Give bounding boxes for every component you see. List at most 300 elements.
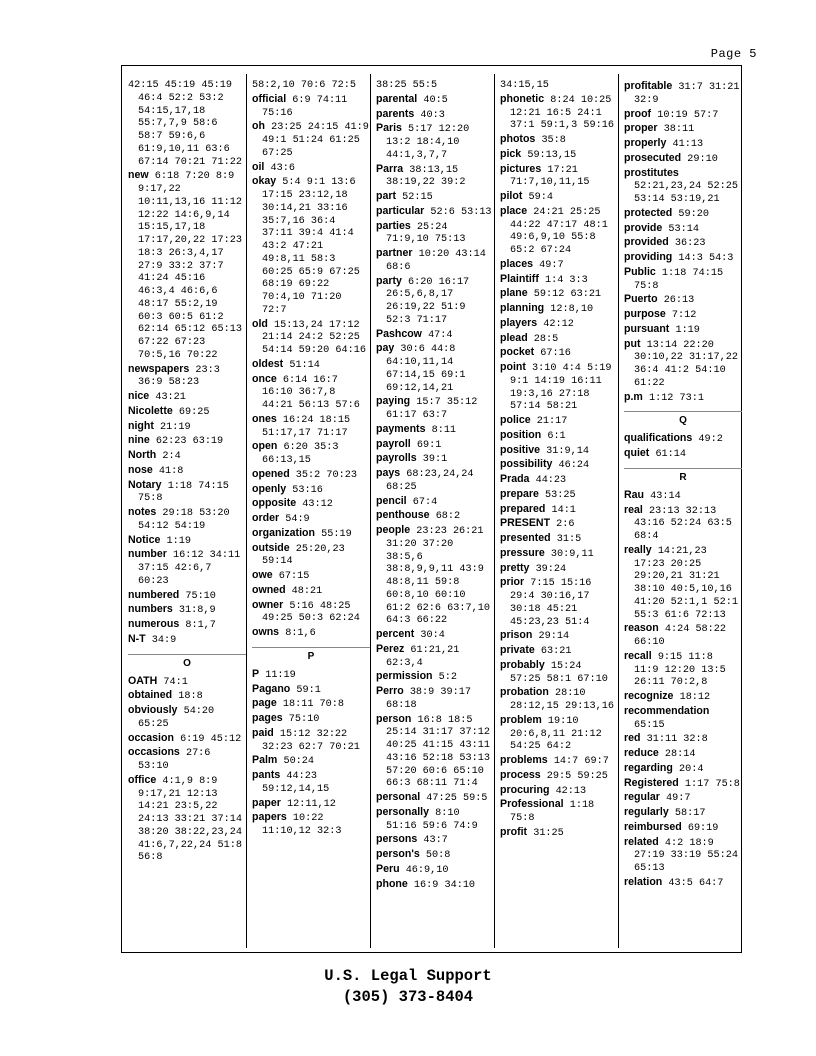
index-references: 38:11 (663, 124, 695, 136)
index-entry (128, 675, 246, 690)
index-entry (624, 391, 742, 406)
index-references: 8:11 (431, 424, 457, 436)
index-term: payrolls (376, 452, 417, 465)
index-references: 27:6 53:10 (138, 748, 211, 772)
index-references: 1:18 74:15 75:8 (634, 267, 724, 292)
index-entry (376, 878, 494, 893)
index-references: 41:8 (158, 465, 184, 477)
index-term: party (376, 274, 402, 287)
section-letter-p: P (252, 647, 370, 664)
index-references: 2:4 (162, 451, 181, 462)
index-entry (500, 714, 618, 754)
index-term: penthouse (376, 509, 430, 522)
index-entry (376, 93, 494, 108)
index-references: 6:18 7:20 8:9 9:17,22 10:11,13,16 11:12 12:22 14:6,9,14 15:15,17,18 17:17,20,22 17:23 18:3 26:3,4,17 27:9 33:2 37:7 41:24 45:16 46:3,4 46:6,6 48:17 55:2,19 60:3 60:5 61:2 62:14 65:12 65:13 67:22 67:23 70:5,16 70:22 (138, 171, 242, 361)
index-references: 1:18 75:8 (510, 800, 595, 824)
section-letter-q: Q (624, 411, 742, 428)
index-references: 34:9 (151, 634, 177, 646)
index-references: 46:24 (558, 460, 590, 472)
index-entry (252, 483, 370, 498)
index-references: 35:8 (541, 135, 566, 146)
index-entry (252, 599, 370, 627)
index-entry (624, 836, 742, 876)
index-references: 16:9 34:10 (413, 879, 476, 891)
index-references: 12:11,12 (286, 798, 336, 810)
index-references: 6:20 16:17 26:5,6,8,17 26:19,22 51:9 52:3 71:17 (386, 276, 470, 326)
index-entry (624, 544, 742, 623)
index-references: 16:24 18:15 51:17,17 71:17 (262, 414, 351, 439)
index-entry (252, 93, 370, 121)
index-term: Registered (624, 776, 679, 789)
index-references: 19:10 20:6,8,11 21:12 54:25 64:2 (510, 715, 602, 753)
index-term: prior (500, 576, 525, 589)
index-term: Public (624, 265, 656, 278)
index-entry (376, 863, 494, 878)
index-entry (252, 797, 370, 812)
index-entry (624, 747, 742, 762)
index-term: percent (376, 628, 415, 640)
index-references: 59:1 (296, 684, 321, 696)
index-entry (128, 689, 246, 704)
index-term: pencil (376, 494, 407, 507)
index-term: parental (376, 92, 418, 105)
index-references: 11:19 (265, 669, 296, 681)
index-entry (376, 190, 494, 205)
index-references: 40:3 (420, 109, 445, 121)
index-term: phone (376, 877, 408, 890)
index-references: 41:13 (672, 139, 704, 150)
index-references: 2:6 (556, 519, 575, 531)
index-term: plane (500, 287, 528, 300)
index-term: Perez (376, 642, 405, 655)
column-divider (618, 74, 619, 948)
index-entry (128, 603, 246, 618)
index-entry (500, 784, 618, 799)
index-references: 8:1,6 (285, 628, 316, 639)
index-term: ones (252, 412, 277, 425)
index-term: Prada (500, 473, 530, 485)
index-term: phonetic (500, 92, 545, 105)
index-entry (624, 777, 742, 792)
index-references: 24:21 25:25 44:22 47:17 48:1 49:6,9,10 55:8 65:2 67:24 (510, 206, 608, 256)
index-entry (624, 236, 742, 251)
index-entry (500, 503, 618, 518)
index-entry (500, 302, 618, 317)
index-references: 75:10 (288, 714, 320, 725)
index-entry (624, 338, 742, 391)
index-entry (624, 690, 742, 705)
index-entry (376, 275, 494, 328)
index-entry (624, 876, 742, 891)
index-term: newspapers (128, 362, 190, 375)
index-term: OATH (128, 674, 158, 687)
index-entry (252, 527, 370, 542)
index-entry (376, 108, 494, 123)
index-entry (252, 318, 370, 358)
index-references: 52:6 53:13 (430, 206, 492, 218)
index-term: office (128, 773, 157, 786)
index-frame (121, 65, 742, 953)
index-references: 20:4 (678, 763, 704, 775)
index-references: 59:13,15 (527, 149, 577, 161)
index-references: 43:12 (302, 499, 333, 511)
index-references: 8:10 51:16 59:6 74:9 (386, 807, 478, 832)
index-references: 10:22 11:10,12 32:3 (262, 813, 342, 837)
index-term: Pashcow (376, 327, 422, 340)
index-references: 43:21 (155, 392, 186, 403)
index-entry (252, 468, 370, 483)
index-entry (624, 266, 742, 294)
index-entry (128, 548, 246, 588)
index-references: 39:24 (535, 563, 567, 575)
index-entry (500, 629, 618, 644)
index-entry (128, 80, 246, 169)
column-divider (494, 74, 495, 948)
index-entry (500, 754, 618, 769)
index-term: organization (252, 526, 315, 539)
index-term: partner (376, 247, 413, 259)
index-term: owner (252, 598, 284, 611)
index-term: proper (624, 122, 658, 135)
index-entry (376, 438, 494, 453)
index-entry (252, 668, 370, 683)
index-entry (500, 332, 618, 347)
index-entry (500, 148, 618, 163)
index-references: 40:5 (423, 94, 448, 106)
index-entry (252, 161, 370, 176)
index-references: 9:15 11:8 11:9 12:20 13:5 26:11 70:2,8 (634, 651, 726, 689)
index-entry (624, 251, 742, 266)
column-divider (246, 74, 247, 948)
index-term: Palm (252, 754, 278, 767)
index-references: 14:7 69:7 (553, 756, 609, 767)
index-references: 7:12 (671, 310, 697, 321)
index-entry (500, 258, 618, 273)
index-term: paid (252, 726, 274, 739)
index-references: 29:18 53:20 54:12 54:19 (138, 508, 230, 532)
index-entry (624, 222, 742, 237)
index-entry (128, 506, 246, 534)
index-references: 31:9,14 (546, 445, 589, 457)
index-references: 63:21 (540, 646, 572, 657)
index-entry (376, 80, 494, 93)
index-term: Notice (128, 533, 161, 546)
index-references: 48:21 (291, 585, 323, 597)
index-term: possibility (500, 458, 553, 471)
index-references: 53:25 (545, 489, 576, 501)
index-entry (624, 137, 742, 152)
index-entry (500, 488, 618, 503)
index-term: night (128, 419, 154, 432)
index-term: recommendation (624, 704, 710, 717)
index-entry (252, 626, 370, 641)
index-term: purpose (624, 308, 666, 320)
index-term: personal (376, 791, 421, 803)
index-term: problem (500, 713, 542, 726)
index-entry (376, 452, 494, 467)
index-entry (376, 342, 494, 395)
index-entry (624, 504, 742, 544)
index-references: 10:19 57:7 (657, 109, 719, 121)
index-term: once (252, 372, 277, 385)
index-term: prison (500, 629, 533, 642)
index-term: Perro (376, 685, 404, 697)
index-entry (500, 798, 618, 826)
index-entry (128, 464, 246, 479)
index-references: 1:19 (166, 535, 191, 547)
index-references: 4:2 18:9 27:19 33:19 55:24 65:13 (634, 837, 738, 874)
index-entry (376, 163, 494, 191)
index-column-3 (376, 80, 494, 892)
index-references: 16:8 18:5 25:14 31:17 37:12 40:25 41:15 43:11 43:16 52:18 53:13 57:20 60:6 65:10 66:3 68:11 71:4 (386, 714, 490, 790)
index-entry (376, 509, 494, 524)
index-term: private (500, 644, 535, 656)
index-entry (500, 562, 618, 577)
index-entry (624, 705, 742, 733)
page-number: Page 5 (710, 47, 757, 61)
index-references: 28:14 (664, 749, 696, 760)
index-entry (376, 423, 494, 438)
index-column-1 (128, 80, 246, 865)
index-term: reduce (624, 747, 659, 759)
index-term: procuring (500, 783, 550, 796)
index-entry (128, 589, 246, 604)
index-references: 53:14 (668, 223, 699, 235)
index-term: Parra (376, 162, 404, 175)
index-entry (376, 670, 494, 685)
index-references: 14:1 (551, 504, 576, 516)
index-references: 23:23 26:21 31:20 37:20 38:5,6 38:8,9,9,11 43:9 48:8,11 59:8 60:8,10 60:10 61:2 62:6 63:7,10 64:3 66:22 (386, 526, 490, 627)
index-references: 67:16 (540, 348, 571, 360)
index-entry (500, 473, 618, 488)
index-references: 38:13,15 38:19,22 39:2 (386, 164, 466, 189)
index-references: 35:2 70:23 (295, 469, 357, 481)
index-term: PRESENT (500, 517, 551, 530)
index-term: numbered (128, 588, 180, 601)
index-references: 6:20 35:3 66:13,15 (262, 442, 339, 466)
index-term: nose (128, 463, 153, 476)
index-entry (376, 628, 494, 643)
index-term: profitable (624, 80, 673, 92)
index-term: persons (376, 833, 418, 846)
index-entry (500, 532, 618, 547)
index-entry (252, 712, 370, 727)
index-entry (252, 769, 370, 797)
index-term: occasions (128, 746, 180, 759)
index-term: parties (376, 219, 411, 232)
index-entry (500, 444, 618, 459)
index-references: 23:3 36:9 58:23 (138, 364, 220, 389)
index-references: 42:12 (543, 318, 574, 330)
index-term: regular (624, 791, 660, 804)
index-references: 44:23 59:12,14,15 (262, 771, 330, 795)
index-entry (252, 569, 370, 584)
index-entry (624, 122, 742, 137)
index-term: Pagano (252, 682, 291, 695)
index-term: pays (376, 467, 401, 479)
index-references: 75:10 (185, 590, 216, 602)
index-term: properly (624, 137, 667, 149)
index-term: open (252, 440, 278, 453)
index-references: 43:7 (423, 835, 448, 847)
index-term: pressure (500, 546, 545, 559)
index-references: 15:7 35:12 61:17 63:7 (386, 397, 478, 421)
index-entry (624, 489, 742, 504)
index-column-2 (252, 80, 370, 839)
index-term: owned (252, 583, 286, 596)
index-references: 26:13 (663, 295, 695, 307)
index-references: 5:16 48:25 49:25 50:3 62:24 (262, 600, 360, 625)
index-term: providing (624, 251, 673, 263)
index-references: 59:12 63:21 (533, 289, 602, 301)
index-term: occasion (128, 731, 174, 744)
index-entry (128, 420, 246, 435)
index-term: N-T (128, 632, 146, 645)
index-references: 50:8 (425, 850, 451, 861)
index-references: 17:21 71:7,10,11,15 (510, 164, 590, 189)
index-entry (128, 704, 246, 732)
index-references: 42:15 45:19 45:19 46:4 52:2 53:2 54:15,17,18 55:7,7,9 58:6 58:7 59:6,6 61:9,10,11 63:6 67:14 70:21 71:22 (128, 80, 242, 168)
index-entry (500, 163, 618, 191)
index-references: 47:4 (428, 329, 453, 341)
index-entry (128, 434, 246, 449)
index-references: 10:20 43:14 68:6 (386, 249, 486, 273)
index-references: 54:9 (285, 514, 310, 525)
index-term: papers (252, 811, 287, 824)
index-term: provide (624, 221, 663, 234)
index-term: regularly (624, 806, 669, 818)
index-references: 14:21,23 17:23 20:25 29:20,21 31:21 38:10 40:5,10,16 41:20 52:1,1 52:1 55:3 61:6 72:13 (634, 545, 738, 621)
index-term: reimbursed (624, 820, 682, 833)
index-term: Nicolette (128, 404, 173, 417)
index-entry (376, 395, 494, 423)
index-entry (624, 432, 742, 447)
index-entry (500, 414, 618, 429)
index-entry (500, 517, 618, 532)
index-term: paying (376, 395, 411, 408)
index-references: 69:25 (178, 406, 210, 418)
index-term: person's (376, 848, 420, 860)
index-entry (376, 328, 494, 343)
index-entry (376, 205, 494, 220)
index-term: old (252, 317, 268, 330)
index-references: 55:19 (321, 528, 352, 540)
index-entry (500, 205, 618, 258)
index-references: 1:19 (675, 324, 700, 336)
index-references: 31:11 32:8 (646, 734, 708, 746)
index-entry (128, 746, 246, 774)
index-references: 52:15 (402, 192, 433, 203)
index-term: process (500, 768, 541, 781)
index-references: 36:23 (674, 238, 706, 250)
index-term: positive (500, 443, 541, 456)
index-entry (376, 848, 494, 863)
index-references: 30:9,11 (550, 548, 594, 560)
index-term: number (128, 548, 167, 561)
index-references: 61:14 (655, 449, 687, 460)
index-term: obviously (128, 704, 178, 716)
index-entry (500, 547, 618, 562)
index-references: 8:24 10:25 12:21 16:5 24:1 37:1 59:1,3 59:16 (510, 94, 614, 132)
index-references: 3:10 4:4 5:19 9:1 14:19 16:11 19:3,16 27:18 57:14 58:21 (510, 363, 612, 413)
index-entry (500, 80, 618, 93)
index-entry (624, 308, 742, 323)
index-term: Puerto (624, 293, 658, 306)
index-references: 62:23 63:19 (155, 436, 224, 448)
index-entry (128, 732, 246, 747)
index-term: paper (252, 796, 281, 809)
index-references: 31:8,9 (178, 605, 216, 617)
index-term: owe (252, 569, 273, 581)
index-entry (376, 495, 494, 510)
index-references: 31:5 (556, 534, 582, 545)
index-references: 67:15 (278, 571, 310, 582)
index-references: 23:13 32:13 43:16 52:24 63:5 68:4 (634, 505, 732, 542)
index-term: nice (128, 390, 150, 402)
index-entry (624, 323, 742, 338)
index-term: plead (500, 331, 528, 344)
index-term: regarding (624, 761, 673, 774)
index-entry (624, 650, 742, 690)
index-entry (252, 697, 370, 712)
index-entry (252, 754, 370, 769)
index-term: pages (252, 712, 283, 724)
index-entry (500, 317, 618, 332)
index-references: 43:6 (270, 162, 295, 174)
index-references: 46:9,10 (405, 864, 449, 876)
index-term: oh (252, 120, 265, 133)
index-references: 14:3 54:3 (678, 253, 734, 264)
index-references: 28:5 (533, 333, 559, 345)
index-entry (500, 190, 618, 205)
index-term: point (500, 361, 526, 373)
index-references: 38:25 55:5 (376, 80, 438, 91)
index-entry (500, 686, 618, 714)
index-term: North (128, 449, 157, 461)
index-entry (252, 584, 370, 599)
index-term: position (500, 428, 542, 441)
index-references: 59:4 (528, 192, 553, 203)
index-entry (500, 769, 618, 784)
index-references: 12:8,10 (550, 304, 594, 315)
index-term: official (252, 92, 287, 105)
index-references: 34:15,15 (500, 80, 549, 91)
index-entry (128, 169, 246, 362)
index-entry (252, 358, 370, 373)
index-entry (376, 467, 494, 495)
index-entry (252, 512, 370, 527)
index-entry (252, 80, 370, 93)
index-term: protected (624, 206, 673, 219)
index-term: payroll (376, 437, 411, 450)
index-term: probably (500, 658, 545, 671)
index-entry (128, 449, 246, 464)
index-term: P (252, 667, 260, 680)
index-entry (624, 447, 742, 462)
index-references: 4:1,9 8:9 9:17,21 12:13 14:21 23:5,22 24:13 33:21 37:14 38:20 38:22,23,24 41:6,7,22,24 51:8 56:8 (138, 775, 242, 864)
index-column-5 (624, 80, 742, 891)
index-entry (500, 576, 618, 629)
index-references: 47:25 59:5 (426, 793, 488, 804)
index-term: Plaintiff (500, 272, 539, 285)
index-references: 16:12 34:11 37:15 42:6,7 60:23 (138, 550, 241, 587)
index-references: 39:1 (422, 454, 448, 466)
index-term: pretty (500, 561, 530, 574)
index-entry (252, 811, 370, 839)
index-references: 5:2 (438, 672, 457, 684)
index-term: prosecuted (624, 151, 682, 164)
index-entry (376, 833, 494, 848)
